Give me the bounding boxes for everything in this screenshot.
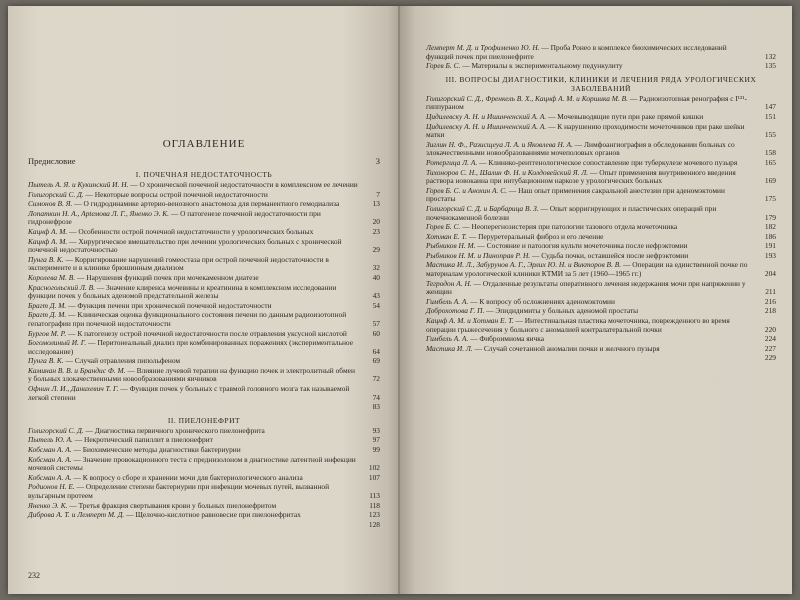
toc-entry-text xyxy=(426,141,754,158)
toc-entry-page: 224 xyxy=(764,334,776,344)
toc-entry-author: Рыбников Н. М. и Пиноправ Р. Н. xyxy=(426,250,531,260)
toc-entry-author: Брагт Д. М. xyxy=(28,310,67,320)
toc-entry-text xyxy=(28,274,358,283)
toc-entry-text xyxy=(426,62,754,71)
toc-entry xyxy=(426,261,776,278)
toc-entry xyxy=(28,200,380,209)
toc-entry-author: Цидилевску А. Н. и Ишинченский А. А. xyxy=(426,121,547,131)
toc-entry xyxy=(426,345,776,354)
toc-entry-title: — Перуретеральный фиброз и его лечение xyxy=(467,231,604,241)
toc-entry xyxy=(28,256,380,273)
toc-entry-author: Королева М. В. xyxy=(28,272,76,282)
toc-entry-author: Бургов М. Р. xyxy=(28,328,67,338)
toc-entry-title: — Значение провокационного теста с преднизолоном в диагностике латентной инфекции мочевой системы xyxy=(28,454,356,473)
toc-entry-author: Кацнф А. М. xyxy=(28,236,68,246)
toc-entry-text xyxy=(28,357,358,366)
toc-entry-title: — Определение степени бактериурии при инфекции мочевых путей, вызванной вульгарным протеем xyxy=(28,482,330,500)
toc-entry xyxy=(426,113,776,122)
toc-entry-title: — Фиброимиома яичка xyxy=(468,334,545,344)
toc-entry-text xyxy=(28,302,358,311)
toc-entry-title: — Проба Ронео в комплексе биохимических исследований функций почек при пиелонефрите xyxy=(426,43,727,61)
toc-entry-author: Рыбников Н. М. xyxy=(426,241,476,251)
section-heading-3: III. ВОПРОСЫ ДИАГНОСТИКИ, КЛИНИКИ И ЛЕЧЕНИЯ РЯДА УРОЛОГИЧЕСКИХ ЗАБОЛЕВАНИЙ xyxy=(445,74,757,93)
toc-entry-title: — Влияние лучевой терапии на функцию почек и электролитный обмен у больных злокачественными новообразованиями яичников xyxy=(28,365,355,384)
toc-entry-author: Зиглин Н. Ф., Разисщеуа Л. А. и Яковлева Н. А. xyxy=(426,139,573,149)
toc-entry-author: Мастика И. Л., Забурунов А. Г., Эрлих Ю. Н. и Викторов В. В. xyxy=(426,260,622,270)
toc-entry-title: — Случай отравления пипольфеном xyxy=(63,356,181,366)
toc-entry-text xyxy=(426,280,754,297)
toc-entry-page: 29 xyxy=(372,245,380,255)
toc-entry-title: — К вопросу о сборе и хранении мочи для бактериологического анализа xyxy=(71,472,303,482)
toc-entry-page: 60 xyxy=(372,328,380,338)
toc-entry-author: Гимбель А. А. xyxy=(426,334,469,344)
toc-entry-text xyxy=(426,252,754,261)
toc-entry xyxy=(426,233,776,242)
toc-entry-page: 220 xyxy=(764,324,776,334)
toc-entry-page: 135 xyxy=(764,61,776,71)
toc-entry-title: — Особенности острой почечной недостаточности у урологических больных xyxy=(67,226,314,236)
toc-entry-page: 123 xyxy=(368,510,380,520)
toc-entry-page: 204 xyxy=(764,269,776,279)
toc-entry-text xyxy=(426,123,754,140)
toc-entry-title: — Материалы к экспериментальному педункулиту xyxy=(460,61,623,71)
toc-right xyxy=(426,44,776,364)
preface-entry xyxy=(28,156,380,166)
toc-entry-text xyxy=(28,256,358,273)
toc-entry xyxy=(426,335,776,344)
toc-entry-text xyxy=(28,200,358,209)
toc-entry-author: Офнин Л. И., Данихевич Т. Г. xyxy=(28,384,119,394)
toc-entry xyxy=(426,159,776,168)
toc-entry xyxy=(426,95,776,112)
toc-entry-author: Горев Б. С. xyxy=(426,222,461,232)
toc-entry-title: — Значение клиренса мочевины и креатинина в комплексном исследовании функции почек у больных аденомой предстательной железы xyxy=(28,282,337,301)
toc-entry-title: — Судьба почки, оставшейся после нефрэктомии xyxy=(530,250,689,260)
toc-entry-page: 227 xyxy=(764,343,776,353)
toc-entry-page: 64 xyxy=(372,346,380,356)
left-sections xyxy=(28,170,380,529)
right-top-entries xyxy=(426,44,776,71)
toc-entry xyxy=(28,367,380,384)
toc-entry-title: — Опыт применения внутривенного введения раствора новокаина при интубационном наркозе у урологических больных xyxy=(426,167,736,186)
toc-entry-title: — Перитонеальный диализ при комбинированных поражениях (экспериментальное исследование) xyxy=(28,338,353,356)
toc-entry-author: Ротергица Л. А. xyxy=(426,157,478,167)
toc-entry-text xyxy=(426,298,754,307)
toc-entry-page: 186 xyxy=(764,231,776,241)
toc-entry-author: Тихоноров С. Н., Шалин Ф. Н. и Колдовейский Я. Л. xyxy=(426,167,589,177)
toc-entry-author: Кацнф А. М. xyxy=(28,226,68,236)
toc-entry xyxy=(28,311,380,328)
toc-entry-title: — Эпидидимиты у больных аденомой простаты xyxy=(484,306,639,316)
section-heading: II. ПИЕЛОНЕФРИТ xyxy=(167,415,241,425)
toc-entry-text xyxy=(426,307,754,316)
toc-entry-page: 179 xyxy=(764,212,776,222)
toc-entry-title: — Некротический папиллит в пиелонефрит xyxy=(72,435,213,445)
toc-entry xyxy=(28,284,380,301)
toc-entry-title: — Лимфоангиография в обследовании больных со злокачественными новообразованиями мочеполовых органов xyxy=(426,139,735,158)
section-heading: I. ПОЧЕЧНАЯ НЕДОСТАТОЧНОСТЬ xyxy=(135,170,273,179)
toc-title: ОГЛАВЛЕНИЕ xyxy=(162,138,246,150)
toc-entry-author: Голигорский С. Д. xyxy=(28,189,84,199)
toc-entry-author: Лемперт М. Д. и Трофименко Ю. Н. xyxy=(426,43,540,52)
toc-entry-author: Симонов В. Я. xyxy=(28,199,73,209)
toc-entry-page: 193 xyxy=(764,250,776,260)
toc-entry-author: Голигорский С. Д. xyxy=(28,425,84,435)
toc-entry-author: Кобсман А. А. xyxy=(28,454,72,464)
toc-entry-text xyxy=(426,335,754,344)
toc-entry-text xyxy=(28,427,358,436)
toc-entry-author: Тегродон А. Н. xyxy=(426,278,472,288)
toc-entry-title: — Биохимические методы диагностики бактериурии xyxy=(71,445,241,455)
toc-entry-page: 99 xyxy=(372,445,380,455)
toc-entry xyxy=(28,302,380,311)
toc-entry-page: 158 xyxy=(764,148,776,158)
toc-entry-text xyxy=(426,159,754,168)
toc-entry-text xyxy=(426,44,754,61)
toc-entry-author: Цидилевску А. Н. и Ишинченский А. А. xyxy=(426,111,547,121)
toc-entry-text xyxy=(28,330,358,339)
toc-entry xyxy=(28,456,380,473)
toc-entry-title: — Третья фракция свертывания крови у больных пиелонефритом xyxy=(67,500,277,510)
toc-entry xyxy=(28,357,380,366)
toc-entry-author: Пунга В. К. xyxy=(28,254,64,264)
toc-entry xyxy=(426,317,776,334)
toc-entry-page: 132 xyxy=(764,51,776,61)
toc-entry-author: Брагт Д. М. xyxy=(28,300,67,310)
toc-entry-page: 57 xyxy=(372,318,380,328)
toc-entry-text xyxy=(28,456,358,473)
toc-entry-text xyxy=(426,242,754,251)
toc-entry-author: Голигорский С. Д., Френкель В. Х., Кацнф А. М. и Коршика М. В. xyxy=(426,93,629,103)
toc-entry-page: 169 xyxy=(764,176,776,186)
toc-left xyxy=(28,138,380,530)
toc-entry-title: — О гидродинамике артерио-венозного анастомоза для перманентного гемодиализа xyxy=(72,199,340,209)
toc-entry xyxy=(28,274,380,283)
toc-entry-title: — Клиническая оценка функционального состояния печени по данным радиоизотопной гепатографии при почечной недостаточности xyxy=(28,310,347,328)
toc-entry-page: 113 xyxy=(369,491,380,500)
toc-entry xyxy=(426,252,776,261)
toc-entry xyxy=(426,223,776,232)
toc-entry xyxy=(28,427,380,436)
left-page xyxy=(8,6,400,594)
toc-entry-author: Кацнф А. М. и Хотман Е. Т. xyxy=(426,316,514,326)
toc-entry xyxy=(28,446,380,455)
toc-entry xyxy=(426,280,776,297)
book-spread xyxy=(8,6,792,594)
toc-entry-text xyxy=(28,446,358,455)
toc-entry-title: — Корригирование нарушений гомеостаза при острой почечной недостаточности в эксперименте и в клинике брюшинным диализом xyxy=(28,254,329,273)
toc-entry xyxy=(28,436,380,445)
toc-entry-page: 102 xyxy=(368,463,380,473)
toc-entry xyxy=(426,298,776,307)
section-end-page: 128 xyxy=(368,519,380,529)
toc-entry-title: — О патогенезе почечной недостаточности при гидронефрозе xyxy=(28,208,321,227)
toc-entry-author: Пытель Ю. А. xyxy=(28,435,73,445)
toc-entry-page: 54 xyxy=(372,300,380,310)
toc-entry-text xyxy=(426,345,754,354)
toc-entry-text xyxy=(28,502,358,511)
toc-entry-text xyxy=(28,228,358,237)
toc-entry-author: Голигорский С. Д. и Барбарица В. З. xyxy=(426,203,539,213)
toc-entry-text xyxy=(426,187,754,204)
toc-entry-page: 72 xyxy=(372,374,380,384)
toc-entry xyxy=(426,205,776,222)
toc-entry-text xyxy=(426,223,754,232)
preface-page: 3 xyxy=(375,156,380,166)
left-page-number: 232 xyxy=(28,571,40,580)
toc-entry-text xyxy=(28,483,358,500)
toc-entry-author: Хотман Е. Т. xyxy=(426,231,468,241)
right-last-page-row xyxy=(426,354,776,363)
toc-entry-title: — Щелочно-кислотное равновесие при пиелонефритах xyxy=(124,510,301,520)
toc-entry-title: — Интестинальная пластика мочеточника, поврежденного во время операции грыжесечения у больного с аномалией контралатеральной почки xyxy=(426,316,730,334)
toc-entry-page: 93 xyxy=(372,425,380,435)
toc-entry-author: Яненко Э. К. xyxy=(28,500,68,510)
toc-entry-author: Кобсман А. А. xyxy=(28,445,72,455)
toc-entry-page: 107 xyxy=(368,472,380,482)
toc-entry-title: — О хронической почечной недостаточности в комплексном ее лечении xyxy=(128,180,358,189)
toc-entry-title: — Случай сочетанной аномалии почки и желчного пузыря xyxy=(472,343,660,353)
toc-entry-page: 216 xyxy=(764,296,776,306)
toc-entry-author: Родионов Н. Е. xyxy=(28,482,75,492)
toc-entry-author: Горев Б. С. xyxy=(426,61,461,71)
toc-entry-page: 69 xyxy=(372,356,380,366)
toc-entry-page: 165 xyxy=(764,157,776,167)
toc-entry-page: 32 xyxy=(372,263,380,273)
toc-entry xyxy=(426,242,776,251)
toc-entry xyxy=(426,169,776,186)
section-end-page-row xyxy=(28,521,380,530)
toc-entry-page: 155 xyxy=(764,130,776,140)
toc-entry xyxy=(426,187,776,204)
toc-entry-author: Пунга В. К. xyxy=(28,356,64,366)
toc-entry-author: Лопаткин Н. А., Арtемова Л. Г., Яненко Э. К. xyxy=(28,208,170,218)
toc-entry-title: — Функция почек у больных с травмой головного мозга так называемой легкой степени xyxy=(28,384,350,402)
toc-entry-title: — Нарушения функций почек при мочекаменном диатезе xyxy=(75,272,259,282)
toc-entry-page: 40 xyxy=(372,272,380,282)
toc-entry-text xyxy=(426,261,754,278)
toc-entry xyxy=(28,210,380,227)
toc-entry-page: 147 xyxy=(764,102,776,112)
toc-entry-title: — Опыт корригирующих и пластических операций при почечнокаменной болезни xyxy=(426,203,717,222)
toc-entry-text xyxy=(426,169,754,186)
toc-entry xyxy=(28,502,380,511)
toc-entry-page: 13 xyxy=(372,199,380,209)
toc-entry xyxy=(28,385,380,402)
toc-entry-title: — Радиоизотопная ренография с I¹³¹-гиппураном xyxy=(426,93,747,112)
toc-entry-page: 218 xyxy=(764,306,776,316)
toc-entry-text xyxy=(426,113,754,122)
toc-entry-text xyxy=(28,238,358,255)
toc-entry-title: — Неоперегнозистерия при патологии тазового отдела мочеточника xyxy=(460,222,678,232)
toc-entry-title: — Мочевыводящие пути при раке прямой кишки xyxy=(546,111,704,121)
toc-entry xyxy=(28,474,380,483)
toc-entry-author: Диброва А. Т. и Лемперт М. Д. xyxy=(28,510,125,520)
toc-entry-page: 7 xyxy=(376,189,380,199)
toc-entry-title: — Отдаленные результаты оперативного лечения недержания мочи при напряжении у женщин xyxy=(426,278,746,297)
toc-entry-author: Красногольский Л. В. xyxy=(28,282,95,292)
toc-entry xyxy=(426,307,776,316)
toc-entry-text xyxy=(28,210,358,227)
toc-entry-author: Доброхотова Г. П. xyxy=(426,306,485,316)
toc-entry-page: 175 xyxy=(764,194,776,204)
toc-entry-text xyxy=(426,233,754,242)
toc-entry-text xyxy=(426,95,754,112)
toc-entry-text xyxy=(28,367,358,384)
toc-entry xyxy=(28,511,380,520)
toc-entry-text xyxy=(28,511,358,520)
toc-entry xyxy=(28,238,380,255)
toc-entry xyxy=(426,44,776,61)
toc-entry-page: 211 xyxy=(765,287,776,297)
toc-entry-text xyxy=(28,191,358,200)
toc-entry-title: — Операции на единственной почке по материалам урологической клиники КТМИ за 5 лет (1960—1965 гг.) xyxy=(426,260,748,279)
toc-entry-text xyxy=(28,181,358,190)
toc-entry-text xyxy=(426,205,754,222)
toc-entry-page: 118 xyxy=(369,500,380,510)
toc-entry-title: — Функция печени при хронической почечной недостаточности xyxy=(66,300,272,310)
toc-entry-author: Пытель А. Я. и Кукинский И. Н. xyxy=(28,180,129,189)
toc-entry-text xyxy=(426,317,754,334)
toc-entry-page: 74 xyxy=(372,392,380,402)
toc-entry-title: — Диагностика первичного хронического пиелонефрита xyxy=(83,425,265,435)
toc-entry-page: 23 xyxy=(372,226,380,236)
toc-entry-text xyxy=(28,385,358,402)
toc-entry-author: Каминан В. В. и Брандис Ф. М. xyxy=(28,365,126,375)
toc-entry-author: Кобсман А. А. xyxy=(28,472,72,482)
toc-entry-author: Богомолиный И. Г. xyxy=(28,338,87,348)
toc-entry-page: 182 xyxy=(764,222,776,232)
toc-entry xyxy=(28,330,380,339)
toc-entry xyxy=(426,62,776,71)
section-end-page-row xyxy=(28,403,380,412)
section-end-page: 83 xyxy=(372,402,380,412)
right-entries xyxy=(426,95,776,354)
toc-entry-author: Мастика И. Л. xyxy=(426,343,473,353)
toc-entry-title: — К патогенезу острой почечной недостаточности после отравления уксусной кислотой xyxy=(66,328,347,338)
toc-entry xyxy=(28,181,380,190)
toc-entry xyxy=(426,141,776,158)
toc-entry-title: — Клинико-рентгенологическое сопоставление при туберкулезе мочевого пузыря xyxy=(477,157,738,167)
toc-entry-title: — Наш опыт применения сакральной анестезии при аденомэктомии простаты xyxy=(426,185,725,204)
toc-entry-text xyxy=(28,474,358,483)
toc-entry-title: — Состояние и патология культи мочеточника после нефрэктомии xyxy=(475,241,688,251)
toc-entry-text xyxy=(28,436,358,445)
toc-entry-page: 97 xyxy=(372,435,380,445)
toc-entry xyxy=(28,483,380,500)
toc-entry-page: 191 xyxy=(764,241,776,251)
toc-entry-title: — Некоторые вопросы острой почечной недостаточности xyxy=(83,189,268,199)
toc-entry-author: Горев Б. С. и Анохин А. С. xyxy=(426,185,507,195)
toc-entry xyxy=(28,339,380,356)
toc-entry-title: — К вопросу об осложнениях аденомэктомии xyxy=(468,296,615,306)
toc-entry-author: Гимбель А. А. xyxy=(426,296,469,306)
toc-entry-text xyxy=(28,339,358,356)
toc-entry xyxy=(426,123,776,140)
toc-entry-page: 43 xyxy=(372,291,380,301)
toc-entry-title: — Хирургическое вмешательство при лечении урологических больных с хронической почечной недостаточностью xyxy=(28,236,342,255)
right-page xyxy=(400,6,792,594)
toc-entry-page: 20 xyxy=(372,217,380,227)
toc-entry-text xyxy=(28,311,358,328)
right-last-page: 229 xyxy=(764,353,776,363)
toc-entry xyxy=(28,228,380,237)
toc-entry-page: 151 xyxy=(764,111,776,121)
toc-entry-title: — К нарушению проходимости мочеточников при раке шейки матки xyxy=(426,121,745,140)
toc-entry-text xyxy=(28,284,358,301)
toc-entry xyxy=(28,191,380,200)
preface-label: Предисловие xyxy=(28,156,76,166)
